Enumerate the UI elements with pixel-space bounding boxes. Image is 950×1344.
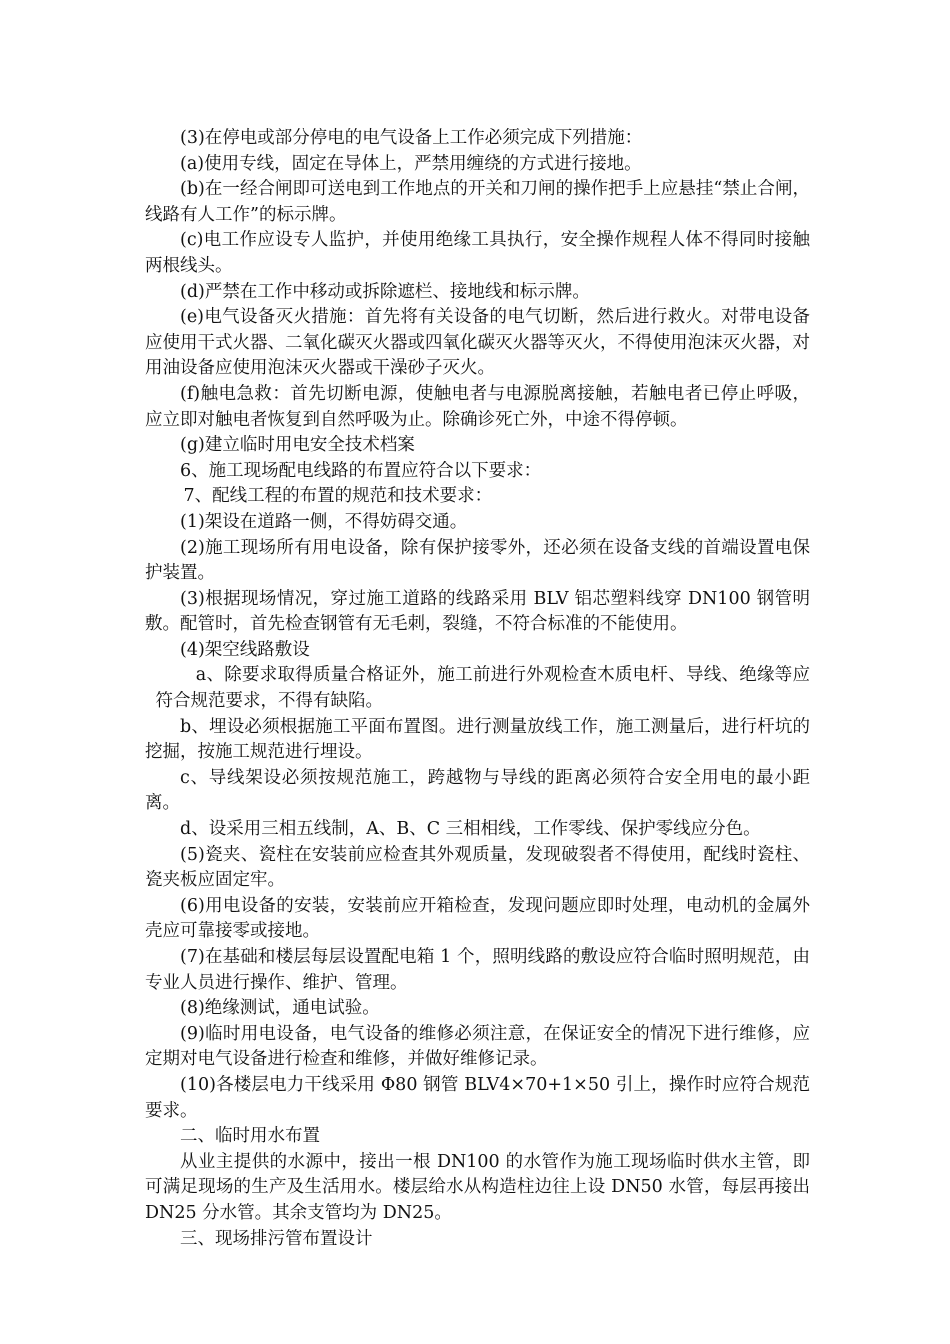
paragraph: (e)电气设备灭火措施：首先将有关设备的电气切断，然后进行救火。对带电设备应使用干式火器、二氧化碳灭火器或四氧化碳灭火器等灭火，不得使用泡沫灭火器，对用油设备应使用泡沫灭火器或干澡砂子灭火。	[145, 307, 810, 379]
paragraph: (b)在一经合闸即可送电到工作地点的开关和刀闸的操作把手上应悬挂“禁止合闸，线路有人工作”的标示牌。	[145, 179, 810, 225]
paragraph: a、除要求取得质量合格证外，施工前进行外观检查木质电杆、导线、绝缘等应符合规范要求，不得有缺陷。	[155, 665, 810, 712]
paragraph: (3)在停电或部分停电的电气设备上工作必须完成下列措施：	[180, 128, 643, 148]
section-heading: 三、现场排污管布置设计	[180, 1228, 373, 1249]
section-heading: 二、临时用水布置	[180, 1126, 320, 1147]
paragraph: c、导线架设必须按规范施工，跨越物与导线的距离必须符合安全用电的最小距离。	[145, 767, 810, 814]
document-body	[145, 126, 810, 1252]
paragraph: d、设采用三相五线制，A、B、C 三相相线，工作零线、保护零线应分色。	[180, 819, 761, 840]
section-heading: 7、配线工程的布置的规范和技术要求：	[183, 486, 493, 507]
paragraph: (7)在基础和楼层每层设置配电箱 1 个，照明线路的敷设应符合临时照明规范，由专业人员进行操作、维护、管理。	[145, 947, 810, 993]
paragraph: (8)绝缘测试，通电试验。	[180, 998, 380, 1019]
paragraph: (10)各楼层电力干线采用 Φ80 钢管 BLV4×70+1×50 引上，操作时应符合规范要求。	[145, 1074, 810, 1121]
paragraph: (2)施工现场所有用电设备，除有保护接零外，还必须在设备支线的首端设置电保护装置。	[145, 537, 810, 584]
paragraph: (5)瓷夹、瓷柱在安装前应检查其外观质量，发现破裂者不得使用，配线时瓷柱、瓷夹板应固定牢。	[145, 844, 810, 891]
paragraph: (6)用电设备的安装，安装前应开箱检查，发现问题应即时处理，电动机的金属外壳应可靠接零或接地。	[145, 895, 810, 942]
paragraph: b、埋设必须根据施工平面布置图。进行测量放线工作，施工测量后，进行杆坑的挖掘，按施工规范进行埋设。	[145, 716, 810, 763]
paragraph: 从业主提供的水源中，接出一根 DN100 的水管作为施工现场临时供水主管，即可满足现场的生产及生活用水。楼层给水从构造柱边往上设 DN50 水管，每层再接出 DN25 分水管。其余支管均为 DN25。	[145, 1151, 810, 1223]
paragraph: (d)严禁在工作中移动或拆除遮栏、接地线和标示牌。	[180, 281, 590, 302]
paragraph: (a)使用专线，固定在导体上，严禁用缠绕的方式进行接地。	[180, 153, 642, 174]
paragraph: (c)电工作应设专人监护，并使用绝缘工具执行，安全操作规程人体不得同时接触两根线头。	[145, 230, 810, 276]
paragraph: (g)建立临时用电安全技术档案	[180, 435, 415, 456]
section-heading: 6、施工现场配电线路的布置应符合以下要求：	[180, 460, 542, 481]
paragraph: (3)根据现场情况，穿过施工道路的线路采用 BLV 铝芯塑料线穿 DN100 钢管明敷。配管时，首先检查钢管有无毛刺，裂缝，不符合标准的不能使用。	[145, 588, 810, 635]
paragraph: (9)临时用电设备，电气设备的维修必须注意，在保证安全的情况下进行维修，应定期对电气设备进行检查和维修，并做好维修记录。	[145, 1023, 810, 1070]
paragraph: (4)架空线路敷设	[180, 639, 310, 660]
paragraph: (1)架设在道路一侧，不得妨碍交通。	[180, 511, 468, 532]
paragraph: (f)触电急救：首先切断电源，使触电者与电源脱离接触，若触电者已停止呼吸，应立即对触电者恢复到自然呼吸为止。除确诊死亡外，中途不得停顿。	[145, 383, 810, 430]
